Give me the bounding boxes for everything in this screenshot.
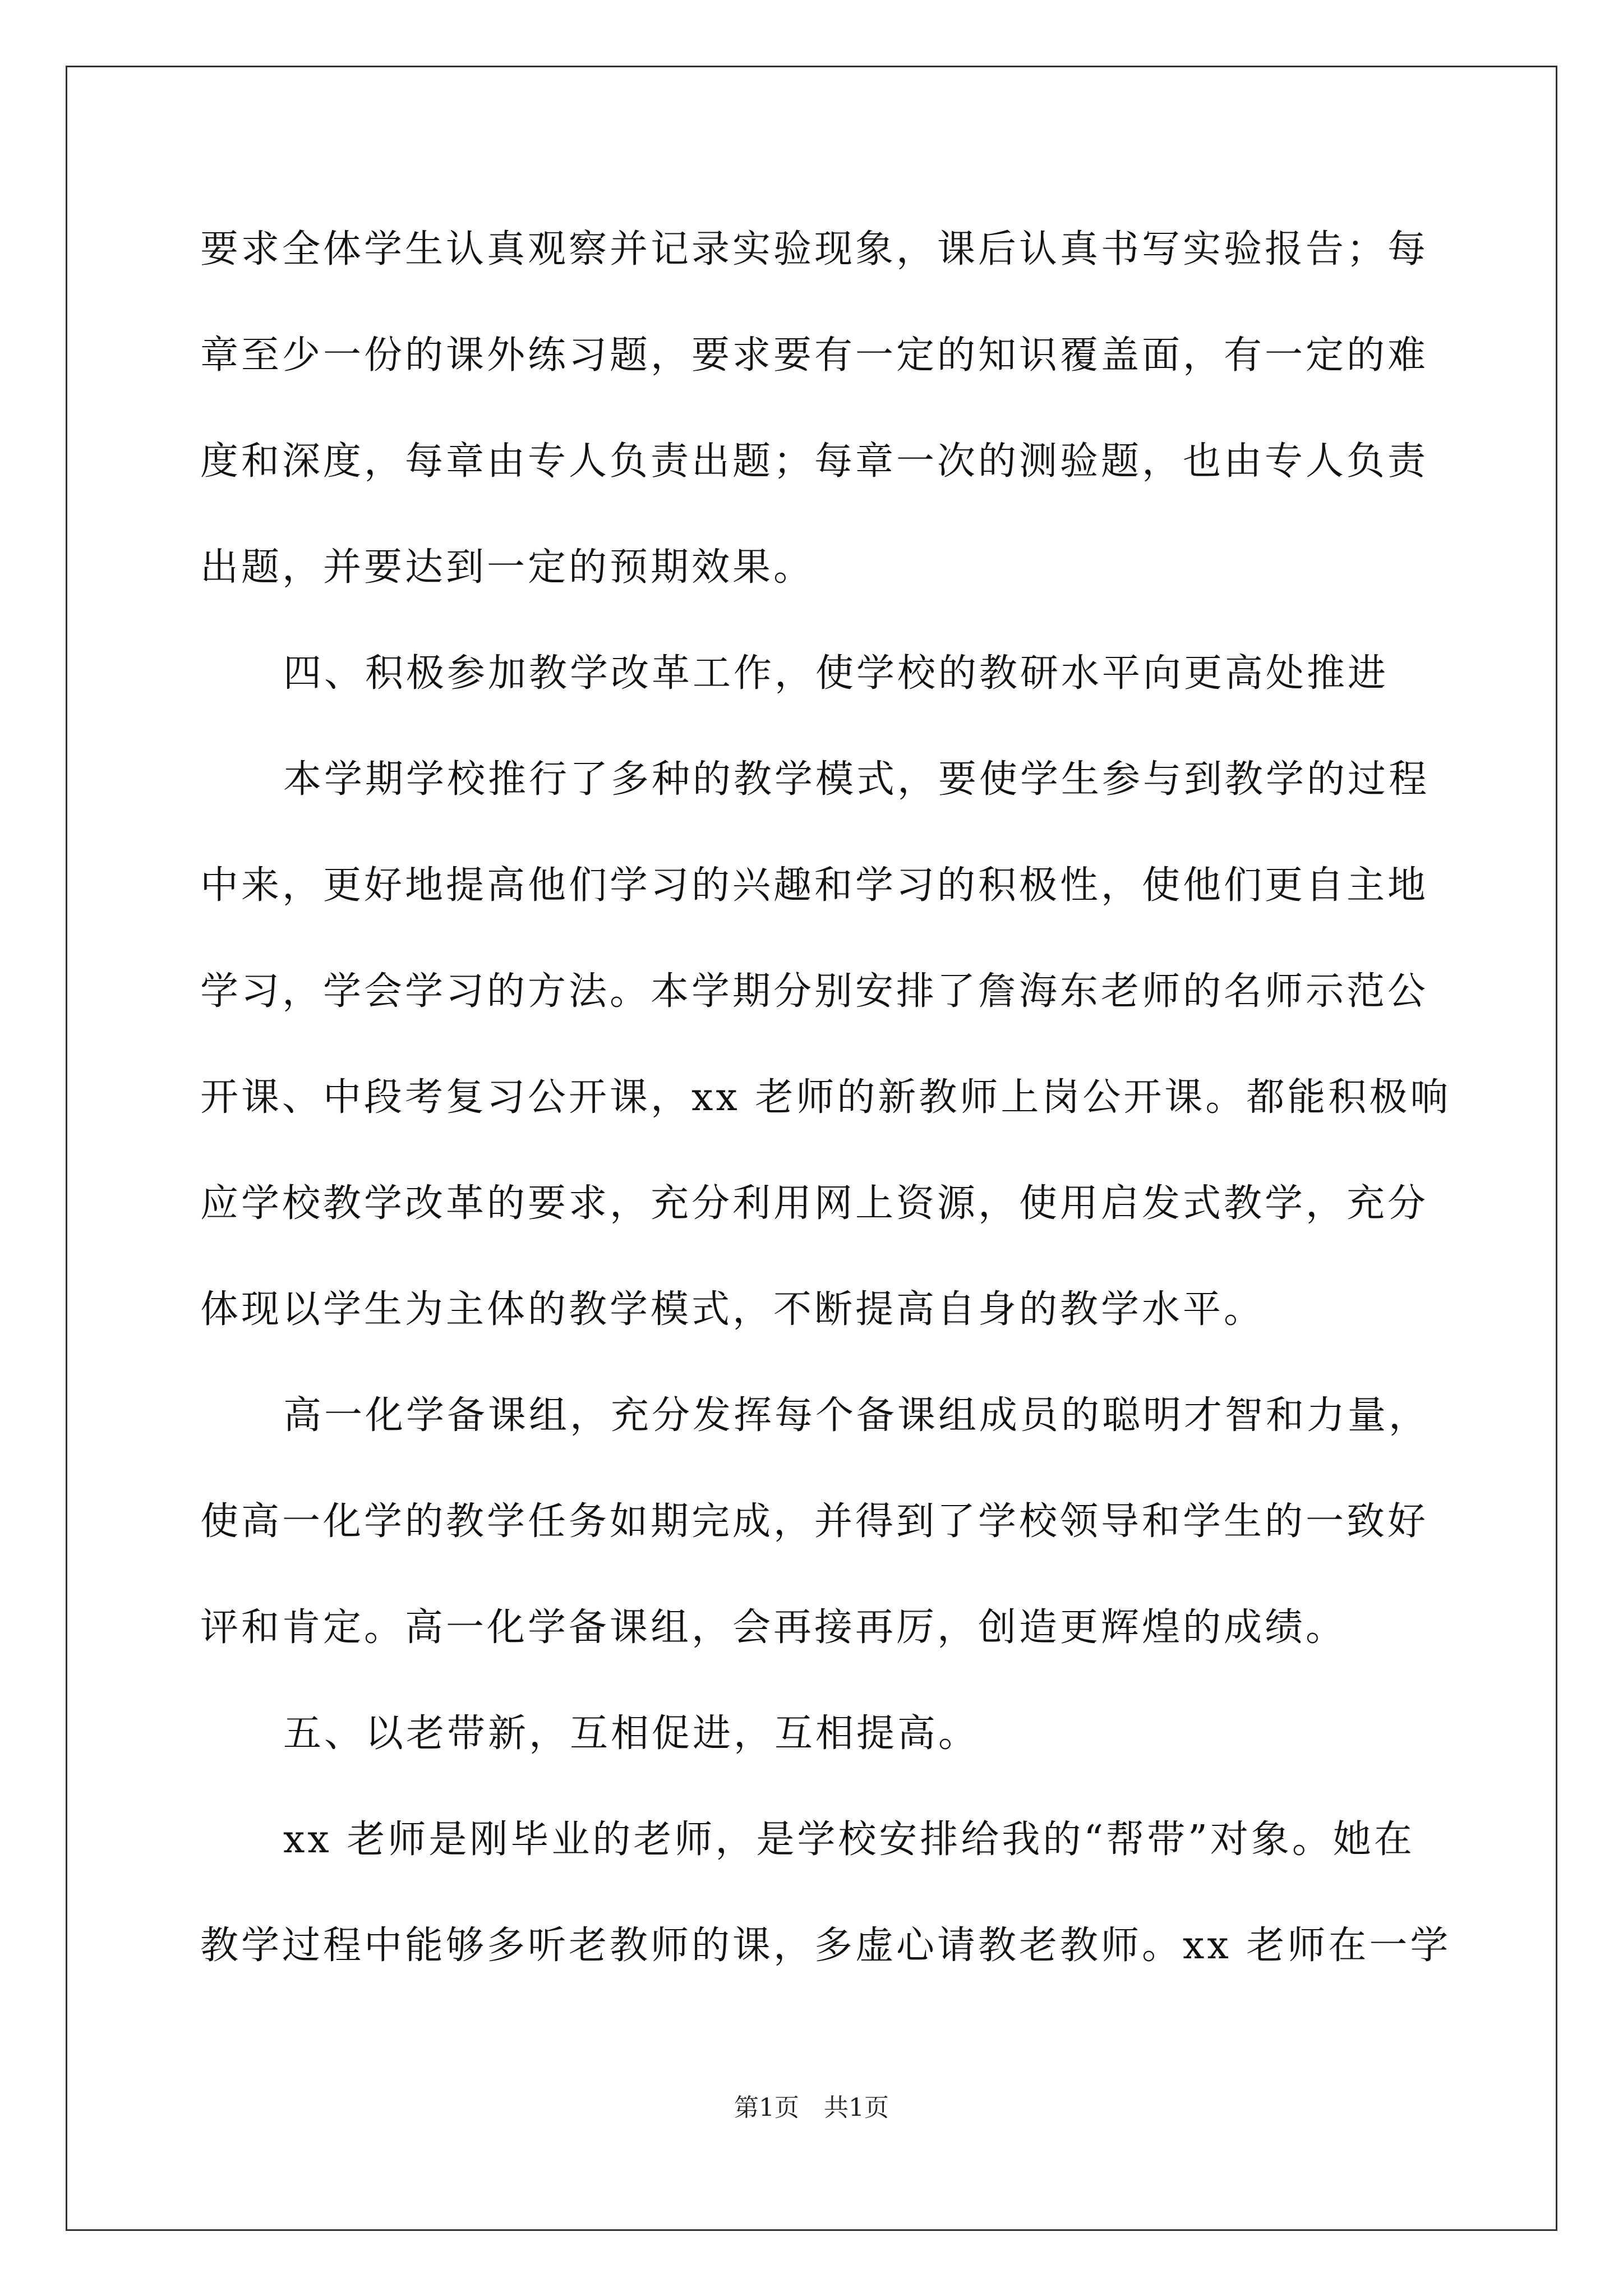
text-line: 开课、中段考复习公开课，xx 老师的新教师上岗公开课。都能积极响: [200, 1075, 1451, 1120]
page-border: [66, 66, 1557, 2231]
text-line: 出题，并要达到一定的预期效果。: [200, 545, 815, 590]
text-line: 学习，学会学习的方法。本学期分别安排了詹海东老师的名师示范公: [200, 969, 1429, 1014]
text-line: 使高一化学的教学任务如期完成，并得到了学校领导和学生的一致好: [200, 1499, 1429, 1544]
text-line: 教学过程中能够多听老教师的课，多虚心请教老教师。xx 老师在一学: [200, 1924, 1451, 1968]
text-line: 章至少一份的课外练习题，要求要有一定的知识覆盖面，有一定的难: [200, 333, 1429, 378]
text-line: 评和肯定。高一化学备课组，会再接再厉，创造更辉煌的成绩。: [200, 1605, 1347, 1650]
text-line: xx 老师是刚毕业的老师，是学校安排给我的“帮带”对象。她在: [283, 1818, 1415, 1862]
text-line: 要求全体学生认真观察并记录实验现象，课后认真书写实验报告；每: [200, 227, 1429, 272]
text-line: 高一化学备课组，充分发挥每个备课组成员的聪明才智和力量，: [283, 1393, 1430, 1438]
text-line: 度和深度，每章由专人负责出题；每章一次的测验题，也由专人负责: [200, 439, 1429, 484]
page-footer: 第1页 共1页: [734, 2093, 889, 2122]
section-heading: 五、以老带新，互相促进，互相提高。: [283, 1711, 980, 1756]
text-line: 体现以学生为主体的教学模式，不断提高自身的教学水平。: [200, 1287, 1265, 1332]
text-line: 本学期学校推行了多种的教学模式，要使学生参与到教学的过程: [283, 757, 1430, 802]
section-heading: 四、积极参加教学改革工作，使学校的教研水平向更高处推进: [283, 651, 1389, 696]
text-line: 应学校教学改革的要求，充分利用网上资源，使用启发式教学，充分: [200, 1181, 1429, 1226]
text-line: 中来，更好地提高他们学习的兴趣和学习的积极性，使他们更自主地: [200, 863, 1429, 908]
